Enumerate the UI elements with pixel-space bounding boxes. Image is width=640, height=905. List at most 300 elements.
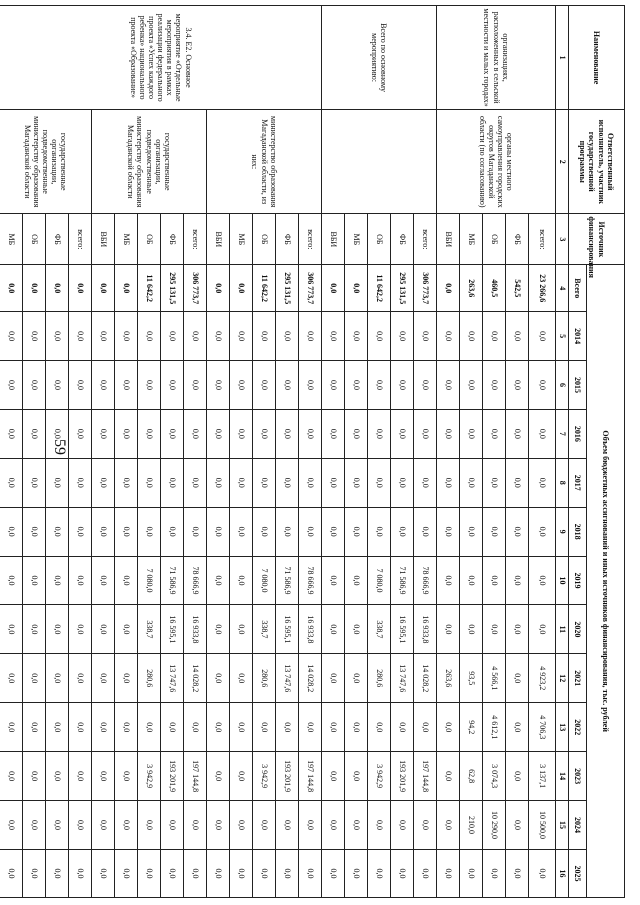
row-year-value: 0,0 [529, 507, 556, 556]
row-year-value: 0,0 [161, 801, 184, 850]
row-year-value: 0,0 [483, 458, 506, 507]
row-year-value: 3 074,3 [483, 752, 506, 801]
row-year-value: 0,0 [138, 361, 161, 410]
row-year-value: 338,7 [138, 605, 161, 654]
row-year-value: 0,0 [391, 849, 414, 897]
table-row [299, 6, 322, 898]
colnum: 6 [556, 361, 569, 410]
row-year-value: 0,0 [506, 361, 529, 410]
row-year-value: 71 586,9 [161, 556, 184, 605]
row-year-value: 0,0 [414, 458, 437, 507]
row-total-value: 0,0 [230, 265, 253, 312]
row-year-value: 0,0 [506, 703, 529, 752]
row-year-value: 71 586,9 [391, 556, 414, 605]
row-year-value: 7 080,0 [138, 556, 161, 605]
colnum: 11 [556, 605, 569, 654]
row-year-value: 0,0 [322, 361, 345, 410]
row-year-value: 0,0 [437, 458, 460, 507]
row-year-value: 0,0 [345, 458, 368, 507]
row-year-value: 0,0 [69, 849, 92, 897]
row-year-value: 0,0 [69, 361, 92, 410]
row-year-value: 0,0 [46, 849, 69, 897]
colnum: 5 [556, 312, 569, 361]
row-year-value: 0,0 [483, 556, 506, 605]
row-year-value: 0,0 [69, 703, 92, 752]
row-year-value: 0,0 [69, 458, 92, 507]
row-year-value: 0,0 [46, 801, 69, 850]
row-year-value: 0,0 [460, 361, 483, 410]
row-year-value: 0,0 [506, 458, 529, 507]
row-year-value: 3 942,9 [138, 752, 161, 801]
row-year-value: 0,0 [230, 703, 253, 752]
row-year-value: 0,0 [230, 801, 253, 850]
row-year-value: 0,0 [161, 312, 184, 361]
row-year-value: 0,0 [23, 849, 46, 897]
row-total-value: 11 642,2 [368, 265, 391, 312]
row-year-value: 0,0 [161, 361, 184, 410]
row-year-value: 14 028,2 [414, 654, 437, 703]
row-source: всего: [184, 214, 207, 265]
row-year-value: 0,0 [391, 703, 414, 752]
row-source: ФБ [506, 214, 529, 265]
row-total-value: 0,0 [23, 265, 46, 312]
row-year-value: 0,0 [92, 801, 115, 850]
row-year-value: 0,0 [230, 458, 253, 507]
row-name: 3.4. Е2. Основное мероприятие «Отдельные мероприятия в рамках реализации федерального проекта «Успех каждого ребенка» национального проекта «Образование» [0, 6, 322, 110]
row-year-value: 0,0 [345, 849, 368, 897]
row-year-value: 0,0 [115, 507, 138, 556]
row-year-value: 0,0 [299, 409, 322, 458]
header-year: 2025 [569, 849, 587, 897]
row-year-value: 0,0 [276, 801, 299, 850]
row-year-value: 0,0 [483, 312, 506, 361]
row-source: ФБ [391, 214, 414, 265]
row-year-value: 0,0 [322, 507, 345, 556]
row-year-value: 0,0 [138, 849, 161, 897]
row-year-value: 0,0 [299, 458, 322, 507]
row-year-value: 0,0 [0, 752, 23, 801]
row-year-value: 0,0 [69, 312, 92, 361]
row-year-value: 0,0 [345, 703, 368, 752]
row-year-value: 0,0 [184, 361, 207, 410]
row-year-value: 78 666,9 [414, 556, 437, 605]
row-year-value: 0,0 [414, 801, 437, 850]
row-year-value: 210,0 [460, 801, 483, 850]
header-volume: Объем бюджетных ассигнований и иных источников финансирования, тыс. рублей [587, 265, 625, 898]
row-year-value: 0,0 [230, 312, 253, 361]
row-year-value: 0,0 [276, 361, 299, 410]
row-year-value: 0,0 [345, 312, 368, 361]
row-year-value: 0,0 [230, 361, 253, 410]
row-year-value: 0,0 [437, 312, 460, 361]
row-year-value: 0,0 [529, 458, 556, 507]
row-year-value: 16 933,8 [414, 605, 437, 654]
row-year-value: 0,0 [138, 703, 161, 752]
row-year-value: 0,0 [253, 312, 276, 361]
row-source: ОБ [368, 214, 391, 265]
row-year-value: 0,0 [138, 507, 161, 556]
row-year-value: 0,0 [460, 458, 483, 507]
row-source: ВБИ [207, 214, 230, 265]
row-year-value: 0,0 [46, 409, 69, 458]
row-year-value: 197 144,8 [414, 752, 437, 801]
header-year: 2022 [569, 703, 587, 752]
row-source: всего: [529, 214, 556, 265]
row-year-value: 0,0 [460, 849, 483, 897]
row-year-value: 0,0 [253, 409, 276, 458]
row-year-value: 0,0 [207, 312, 230, 361]
row-year-value: 0,0 [184, 458, 207, 507]
row-year-value: 0,0 [184, 849, 207, 897]
row-year-value: 0,0 [506, 654, 529, 703]
row-year-value: 0,0 [92, 654, 115, 703]
row-year-value: 0,0 [299, 801, 322, 850]
row-total-value: 295 131,5 [161, 265, 184, 312]
row-year-value: 0,0 [138, 409, 161, 458]
row-year-value: 0,0 [115, 458, 138, 507]
row-executor-empty [322, 110, 437, 214]
row-total-value: 460,5 [483, 265, 506, 312]
row-year-value: 0,0 [115, 409, 138, 458]
row-year-value: 0,0 [0, 849, 23, 897]
row-year-value: 0,0 [391, 507, 414, 556]
row-year-value: 0,0 [483, 605, 506, 654]
row-year-value: 0,0 [414, 849, 437, 897]
row-year-value: 0,0 [138, 312, 161, 361]
row-total-value: 306 773,7 [414, 265, 437, 312]
row-year-value: 0,0 [184, 703, 207, 752]
row-year-value: 0,0 [184, 507, 207, 556]
page-number: 59 [51, 439, 68, 455]
row-year-value: 338,7 [368, 605, 391, 654]
row-year-value: 0,0 [23, 605, 46, 654]
row-year-value: 0,0 [23, 801, 46, 850]
row-year-value: 14 028,2 [299, 654, 322, 703]
row-year-value: 0,0 [299, 312, 322, 361]
row-year-value: 0,0 [391, 361, 414, 410]
header-year: 2017 [569, 458, 587, 507]
row-year-value: 0,0 [483, 849, 506, 897]
row-source: ВБИ [92, 214, 115, 265]
row-year-value: 0,0 [46, 361, 69, 410]
row-year-value: 3 942,9 [253, 752, 276, 801]
row-year-value: 0,0 [69, 654, 92, 703]
row-year-value: 0,0 [115, 849, 138, 897]
row-source: МБ [0, 214, 23, 265]
row-source: МБ [460, 214, 483, 265]
row-year-value: 0,0 [253, 849, 276, 897]
row-year-value: 0,0 [368, 801, 391, 850]
row-year-value: 0,0 [322, 849, 345, 897]
row-year-value: 0,0 [529, 556, 556, 605]
row-year-value: 0,0 [391, 312, 414, 361]
row-year-value: 0,0 [368, 312, 391, 361]
row-year-value: 0,0 [414, 361, 437, 410]
row-year-value: 7 080,0 [368, 556, 391, 605]
row-year-value: 13 747,6 [276, 654, 299, 703]
row-year-value: 0,0 [69, 605, 92, 654]
row-year-value: 280,6 [253, 654, 276, 703]
row-year-value: 0,0 [0, 654, 23, 703]
colnum: 3 [556, 214, 569, 265]
row-year-value: 0,0 [115, 703, 138, 752]
row-year-value: 338,7 [253, 605, 276, 654]
row-year-value: 78 666,9 [184, 556, 207, 605]
row-year-value: 0,0 [230, 849, 253, 897]
row-name: организациях, расположенных в сельской местности и малых городах» [437, 6, 556, 110]
row-year-value: 0,0 [46, 654, 69, 703]
row-year-value: 0,0 [345, 507, 368, 556]
row-executor: министерство образования Магаданской области, из них: [207, 110, 322, 214]
row-year-value: 16 933,8 [184, 605, 207, 654]
header-year: 2024 [569, 801, 587, 850]
row-year-value: 0,0 [414, 703, 437, 752]
row-year-value: 0,0 [506, 752, 529, 801]
row-year-value: 0,0 [207, 361, 230, 410]
header-year: 2018 [569, 507, 587, 556]
row-source: ОБ [253, 214, 276, 265]
table-row [184, 6, 207, 898]
row-year-value: 0,0 [115, 312, 138, 361]
row-year-value: 0,0 [184, 312, 207, 361]
row-year-value: 0,0 [92, 458, 115, 507]
colnum: 4 [556, 265, 569, 312]
row-year-value: 0,0 [322, 801, 345, 850]
row-source: ВБИ [322, 214, 345, 265]
row-year-value: 0,0 [161, 703, 184, 752]
row-year-value: 263,6 [437, 654, 460, 703]
row-year-value: 0,0 [92, 752, 115, 801]
row-year-value: 16 595,1 [276, 605, 299, 654]
row-total-value: 0,0 [322, 265, 345, 312]
row-year-value: 280,6 [368, 654, 391, 703]
row-source: ОБ [23, 214, 46, 265]
row-year-value: 0,0 [299, 361, 322, 410]
row-year-value: 0,0 [437, 605, 460, 654]
row-year-value: 0,0 [437, 801, 460, 850]
table-row [529, 6, 556, 898]
row-year-value: 0,0 [0, 458, 23, 507]
row-year-value: 0,0 [115, 801, 138, 850]
row-year-value: 0,0 [23, 507, 46, 556]
row-year-value: 193 201,9 [161, 752, 184, 801]
row-year-value: 0,0 [345, 654, 368, 703]
row-year-value: 0,0 [414, 507, 437, 556]
row-year-value: 0,0 [161, 849, 184, 897]
row-source: всего: [69, 214, 92, 265]
row-year-value: 0,0 [92, 703, 115, 752]
row-source: ФБ [161, 214, 184, 265]
row-total-value: 0,0 [69, 265, 92, 312]
row-year-value: 0,0 [46, 556, 69, 605]
row-total-value: 11 642,2 [253, 265, 276, 312]
row-year-value: 0,0 [506, 556, 529, 605]
row-source: ФБ [276, 214, 299, 265]
header-year: 2023 [569, 752, 587, 801]
row-year-value: 94,2 [460, 703, 483, 752]
row-year-value: 0,0 [230, 409, 253, 458]
row-year-value: 0,0 [322, 654, 345, 703]
row-year-value: 3 137,1 [529, 752, 556, 801]
row-total-value: 306 773,7 [299, 265, 322, 312]
header-year: 2021 [569, 654, 587, 703]
row-year-value: 10 290,0 [483, 801, 506, 850]
header-year: 2020 [569, 605, 587, 654]
row-year-value: 0,0 [0, 605, 23, 654]
row-year-value: 0,0 [460, 507, 483, 556]
row-year-value: 0,0 [506, 849, 529, 897]
row-year-value: 0,0 [299, 849, 322, 897]
row-year-value: 0,0 [92, 556, 115, 605]
row-year-value: 0,0 [207, 849, 230, 897]
row-total-value: 0,0 [437, 265, 460, 312]
row-year-value: 0,0 [506, 605, 529, 654]
colnum: 16 [556, 849, 569, 897]
row-year-value: 0,0 [299, 507, 322, 556]
row-year-value: 0,0 [207, 507, 230, 556]
row-year-value: 0,0 [368, 507, 391, 556]
row-year-value: 4 706,3 [529, 703, 556, 752]
row-year-value: 0,0 [115, 605, 138, 654]
row-year-value: 0,0 [23, 556, 46, 605]
row-year-value: 0,0 [92, 312, 115, 361]
colnum: 15 [556, 801, 569, 850]
row-year-value: 0,0 [92, 409, 115, 458]
row-year-value: 0,0 [368, 849, 391, 897]
row-year-value: 0,0 [276, 409, 299, 458]
row-year-value: 0,0 [483, 409, 506, 458]
row-total-value: 0,0 [115, 265, 138, 312]
row-year-value: 0,0 [529, 312, 556, 361]
row-year-value: 0,0 [138, 458, 161, 507]
row-year-value: 0,0 [69, 409, 92, 458]
row-total-value: 0,0 [0, 265, 23, 312]
row-year-value: 0,0 [414, 312, 437, 361]
table-row [69, 6, 92, 898]
row-executor: государственные организации, подведомственные министерству образования Магаданской области [0, 110, 92, 214]
row-year-value: 0,0 [0, 409, 23, 458]
row-year-value: 0,0 [437, 752, 460, 801]
row-year-value: 0,0 [115, 556, 138, 605]
row-year-value: 13 747,6 [391, 654, 414, 703]
row-year-value: 3 942,9 [368, 752, 391, 801]
row-year-value: 10 500,0 [529, 801, 556, 850]
row-year-value: 0,0 [23, 654, 46, 703]
row-year-value: 0,0 [322, 752, 345, 801]
financing-table [0, 5, 625, 898]
row-year-value: 0,0 [207, 605, 230, 654]
table-body [0, 6, 556, 898]
row-year-value: 0,0 [69, 752, 92, 801]
row-total-value: 263,6 [460, 265, 483, 312]
document-sheet [6, 5, 625, 898]
row-year-value: 0,0 [161, 409, 184, 458]
row-year-value: 4 923,2 [529, 654, 556, 703]
row-year-value: 0,0 [0, 703, 23, 752]
row-year-value: 0,0 [207, 409, 230, 458]
row-year-value: 0,0 [437, 703, 460, 752]
row-year-value: 0,0 [276, 849, 299, 897]
row-year-value: 0,0 [345, 361, 368, 410]
row-year-value: 0,0 [92, 605, 115, 654]
header-name: Наименование [569, 6, 625, 110]
row-year-value: 0,0 [276, 458, 299, 507]
row-year-value: 0,0 [0, 361, 23, 410]
row-name: Всего по основному мероприятию: [322, 6, 437, 110]
row-year-value: 0,0 [506, 507, 529, 556]
colnum: 10 [556, 556, 569, 605]
row-year-value: 0,0 [276, 312, 299, 361]
row-total-value: 306 773,7 [184, 265, 207, 312]
row-executor: органы местного самоуправления городских округов Магаданской области (по согласованию) [437, 110, 556, 214]
row-year-value: 0,0 [506, 312, 529, 361]
colnum: 14 [556, 752, 569, 801]
row-year-value: 0,0 [115, 361, 138, 410]
row-year-value: 0,0 [69, 801, 92, 850]
row-year-value: 0,0 [345, 605, 368, 654]
row-year-value: 0,0 [460, 605, 483, 654]
row-source: всего: [299, 214, 322, 265]
row-year-value: 0,0 [506, 409, 529, 458]
row-total-value: 295 131,5 [391, 265, 414, 312]
row-year-value: 0,0 [529, 849, 556, 897]
row-year-value: 0,0 [483, 361, 506, 410]
row-year-value: 7 080,0 [253, 556, 276, 605]
row-total-value: 23 266,6 [529, 265, 556, 312]
row-year-value: 78 666,9 [299, 556, 322, 605]
row-year-value: 0,0 [253, 458, 276, 507]
row-year-value: 0,0 [322, 556, 345, 605]
row-year-value: 0,0 [23, 312, 46, 361]
colnum: 9 [556, 507, 569, 556]
row-year-value: 0,0 [414, 409, 437, 458]
row-year-value: 0,0 [46, 605, 69, 654]
row-year-value: 0,0 [276, 507, 299, 556]
row-year-value: 0,0 [46, 703, 69, 752]
row-year-value: 0,0 [460, 556, 483, 605]
row-source: МБ [230, 214, 253, 265]
row-year-value: 0,0 [529, 409, 556, 458]
row-executor: государственные организации, подведомственные министерству образования Магаданской области [92, 110, 207, 214]
row-year-value: 0,0 [322, 312, 345, 361]
row-total-value: 0,0 [92, 265, 115, 312]
row-year-value: 0,0 [0, 556, 23, 605]
rotated-table-frame [6, 5, 625, 898]
row-year-value: 0,0 [253, 507, 276, 556]
row-year-value: 0,0 [115, 654, 138, 703]
row-year-value: 0,0 [230, 507, 253, 556]
row-year-value: 0,0 [23, 458, 46, 507]
row-year-value: 0,0 [92, 849, 115, 897]
row-year-value: 0,0 [207, 752, 230, 801]
table-row [414, 6, 437, 898]
row-year-value: 0,0 [46, 752, 69, 801]
row-total-value: 0,0 [46, 265, 69, 312]
row-year-value: 0,0 [92, 361, 115, 410]
row-source: всего: [414, 214, 437, 265]
row-year-value: 0,0 [391, 409, 414, 458]
row-year-value: 0,0 [230, 556, 253, 605]
row-year-value: 0,0 [460, 312, 483, 361]
row-year-value: 197 144,8 [184, 752, 207, 801]
row-year-value: 0,0 [368, 458, 391, 507]
row-source: МБ [115, 214, 138, 265]
colnum: 8 [556, 458, 569, 507]
row-year-value: 0,0 [230, 752, 253, 801]
header-year: 2014 [569, 312, 587, 361]
row-year-value: 4 612,1 [483, 703, 506, 752]
header-year: 2015 [569, 361, 587, 410]
